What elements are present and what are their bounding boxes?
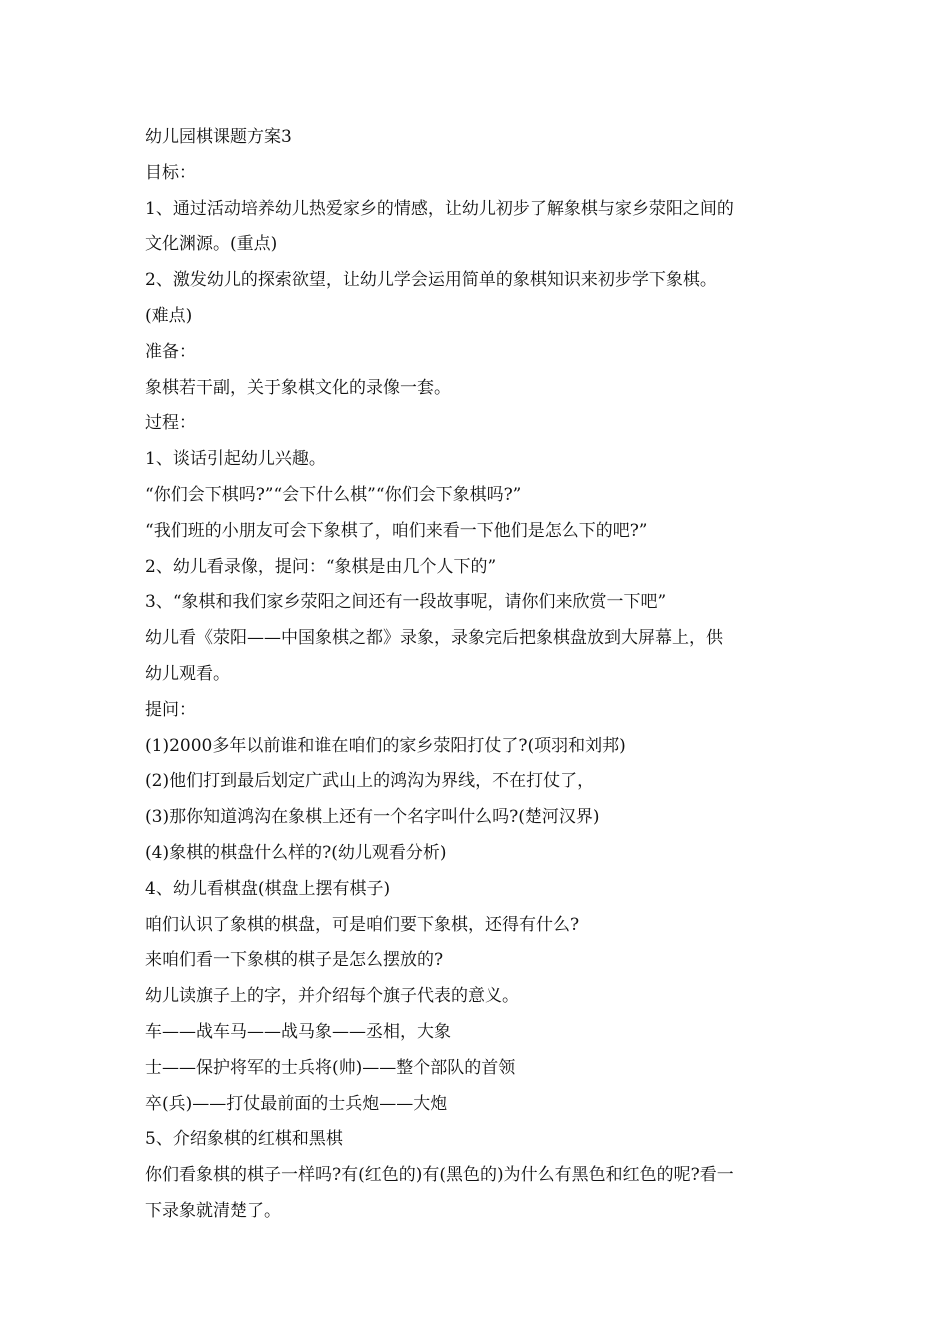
document-body xyxy=(145,120,810,1230)
text-line: 2、激发幼儿的探索欲望，让幼儿学会运用简单的象棋知识来初步学下象棋。 xyxy=(145,270,717,291)
text-line: 文化渊源。(重点) xyxy=(145,234,278,255)
text-line: 幼儿观看。 xyxy=(145,663,230,684)
text-line: 1、通过活动培养幼儿热爱家乡的情感，让幼儿初步了解象棋与家乡荥阳之间的 xyxy=(145,198,734,219)
text-line: (4)象棋的棋盘什么样的?(幼儿观看分析) xyxy=(145,842,447,863)
text-line: 车——战车马——战马象——丞相，大象 xyxy=(145,1021,451,1042)
text-line: 4、幼儿看棋盘(棋盘上摆有棋子) xyxy=(145,878,391,899)
text-line: (3)那你知道鸿沟在象棋上还有一个名字叫什么吗?(楚河汉界) xyxy=(145,807,600,828)
text-line: 1、谈话引起幼儿兴趣。 xyxy=(145,449,326,470)
section-heading-goals: 目标： xyxy=(145,162,196,183)
document-title: 幼儿园棋课题方案3 xyxy=(145,127,292,147)
text-line: 下录象就清楚了。 xyxy=(145,1200,281,1221)
section-heading-questions: 提问： xyxy=(145,699,196,720)
text-line: 咱们认识了象棋的棋盘，可是咱们要下象棋，还得有什么? xyxy=(145,914,580,935)
section-heading-process: 过程： xyxy=(145,413,196,434)
text-line: 5、介绍象棋的红棋和黑棋 xyxy=(145,1129,343,1150)
text-line: “我们班的小朋友可会下象棋了，咱们来看一下他们是怎么下的吧?” xyxy=(145,520,648,541)
text-line: (难点) xyxy=(145,305,193,326)
text-line: 来咱们看一下象棋的棋子是怎么摆放的? xyxy=(145,950,444,971)
text-line: 幼儿看《荥阳——中国象棋之都》录象，录象完后把象棋盘放到大屏幕上，供 xyxy=(145,628,723,649)
text-line: (2)他们打到最后划定广武山上的鸿沟为界线，不在打仗了， xyxy=(145,771,595,792)
text-line: “你们会下棋吗?”“会下什么棋”“你们会下象棋吗?” xyxy=(145,484,522,505)
section-heading-preparation: 准备： xyxy=(145,341,196,362)
text-line: (1)2000多年以前谁和谁在咱们的家乡荥阳打仗了?(项羽和刘邦) xyxy=(145,735,626,756)
text-line: 卒(兵)——打仗最前面的士兵炮——大炮 xyxy=(145,1093,448,1114)
text-line: 象棋若干副，关于象棋文化的录像一套。 xyxy=(145,377,451,398)
text-line: 幼儿读旗子上的字，并介绍每个旗子代表的意义。 xyxy=(145,986,519,1007)
text-line: 你们看象棋的棋子一样吗?有(红色的)有(黑色的)为什么有黑色和红色的呢?看一 xyxy=(145,1165,734,1186)
text-line: 3、“象棋和我们家乡荥阳之间还有一段故事呢，请你们来欣赏一下吧” xyxy=(145,592,667,613)
text-line: 士——保护将军的士兵将(帅)——整个部队的首领 xyxy=(145,1057,516,1078)
text-line: 2、幼儿看录像，提问：“象棋是由几个人下的” xyxy=(145,556,497,577)
